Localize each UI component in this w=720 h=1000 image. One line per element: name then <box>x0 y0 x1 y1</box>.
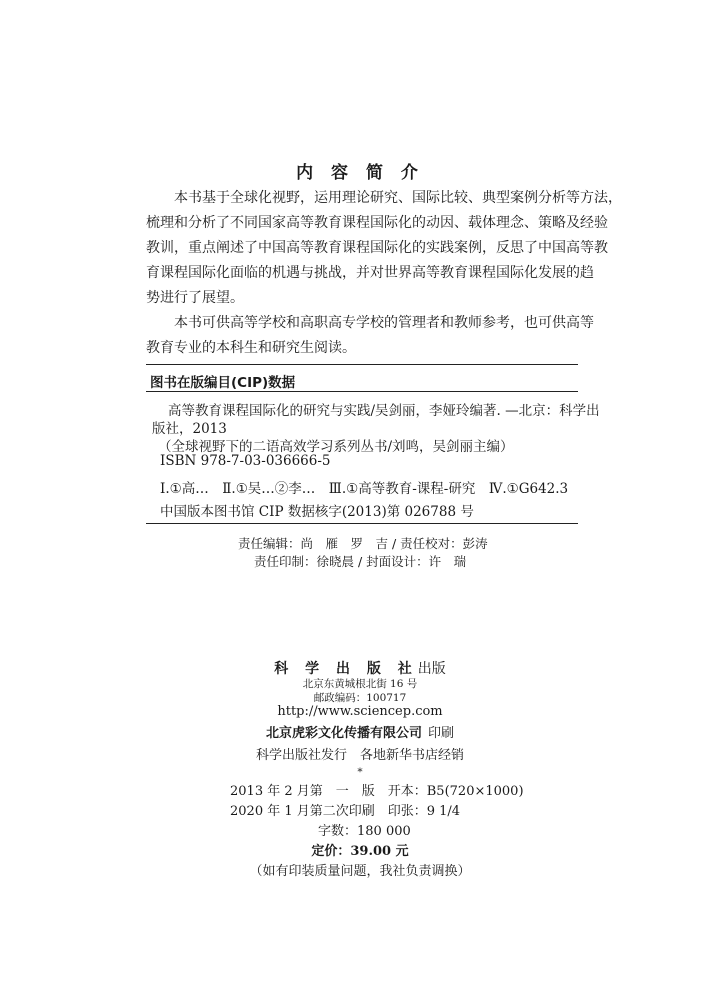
summary-p1-line-1: 本书基于全球化视野，运用理论研究、国际比较、典型案例分析等方法， <box>174 190 622 206</box>
publisher-line <box>0 658 720 678</box>
printer-name: 北京虎彩文化传播有限公司 <box>265 726 422 741</box>
summary-p1-line-3: 教训，重点阐述了中国高等教育课程国际化的实践案例，反思了中国高等教 <box>146 240 608 256</box>
printer-line <box>0 722 720 741</box>
printing-info: 2020 年 1 月第二次印刷 印张：9 1/4 <box>230 804 461 819</box>
summary-p2-line-2: 教育专业的本科生和研究生阅读。 <box>146 340 356 356</box>
publisher-address: 北京东黄城根北街 16 号 <box>302 678 418 690</box>
summary-p1-line-2: 梳理和分析了不同国家高等教育课程国际化的动因、载体理念、策略及经验 <box>146 215 608 231</box>
summary-title: 内 容 简 介 <box>296 163 424 183</box>
cip-line-2: 版社，2013 <box>152 421 227 437</box>
publisher-website: http://www.sciencep.com <box>277 704 443 719</box>
printer-suffix: 印刷 <box>428 726 455 741</box>
word-count: 字数：180 000 <box>318 824 411 839</box>
summary-p2-line-1: 本书可供高等学校和高职高专学校的管理者和教师参考，也可供高等 <box>174 315 594 331</box>
summary-p1-line-5: 势进行了展望。 <box>146 290 244 306</box>
distribution: 科学出版社发行 各地新华书店经销 <box>255 748 464 763</box>
cip-heading: 图书在版编目(CIP)数据 <box>150 375 296 391</box>
cip-top-rule <box>146 364 578 365</box>
summary-p1-line-4: 育课程国际化面临的机遇与挑战，并对世界高等教育课程国际化发展的趋 <box>146 265 594 281</box>
cip-heading-rule <box>146 391 578 392</box>
publisher-name: 科 学 出 版 社 <box>274 661 418 677</box>
edition-info: 2013 年 2 月第 一 版 开本：B5(720×1000) <box>230 784 524 799</box>
cip-isbn: ISBN 978-7-03-036666-5 <box>160 453 331 469</box>
separator-star: * <box>357 766 363 778</box>
cip-record-number: 中国版本图书馆 CIP 数据核字(2013)第 026788 号 <box>160 504 474 520</box>
cip-line-1: 高等教育课程国际化的研究与实践/吴剑丽，李娅玲编著. —北京：科学出 <box>168 403 600 419</box>
publisher-postcode: 邮政编码：100717 <box>313 692 407 704</box>
credits-printing-design: 责任印制：徐晓晨 / 封面设计：许 瑞 <box>254 554 467 569</box>
cip-line-3: （全球视野下的二语高效学习系列丛书/刘鸣，吴剑丽主编） <box>158 439 514 455</box>
cip-classification: Ⅰ.①高… Ⅱ.①吴…②李… Ⅲ.①高等教育-课程-研究 Ⅳ.①G642.3 <box>160 481 569 497</box>
summary-paragraph-2 <box>146 311 594 361</box>
cip-bottom-rule <box>146 523 578 524</box>
price: 定价：39.00 元 <box>311 844 409 859</box>
quality-notice: （如有印装质量问题，我社负责调换） <box>249 864 471 879</box>
summary-paragraph-1 <box>146 186 622 311</box>
credits-editors: 责任编辑：尚 雁 罗 吉 / 责任校对：彭涛 <box>238 536 488 551</box>
publisher-suffix: 出版 <box>417 661 446 677</box>
